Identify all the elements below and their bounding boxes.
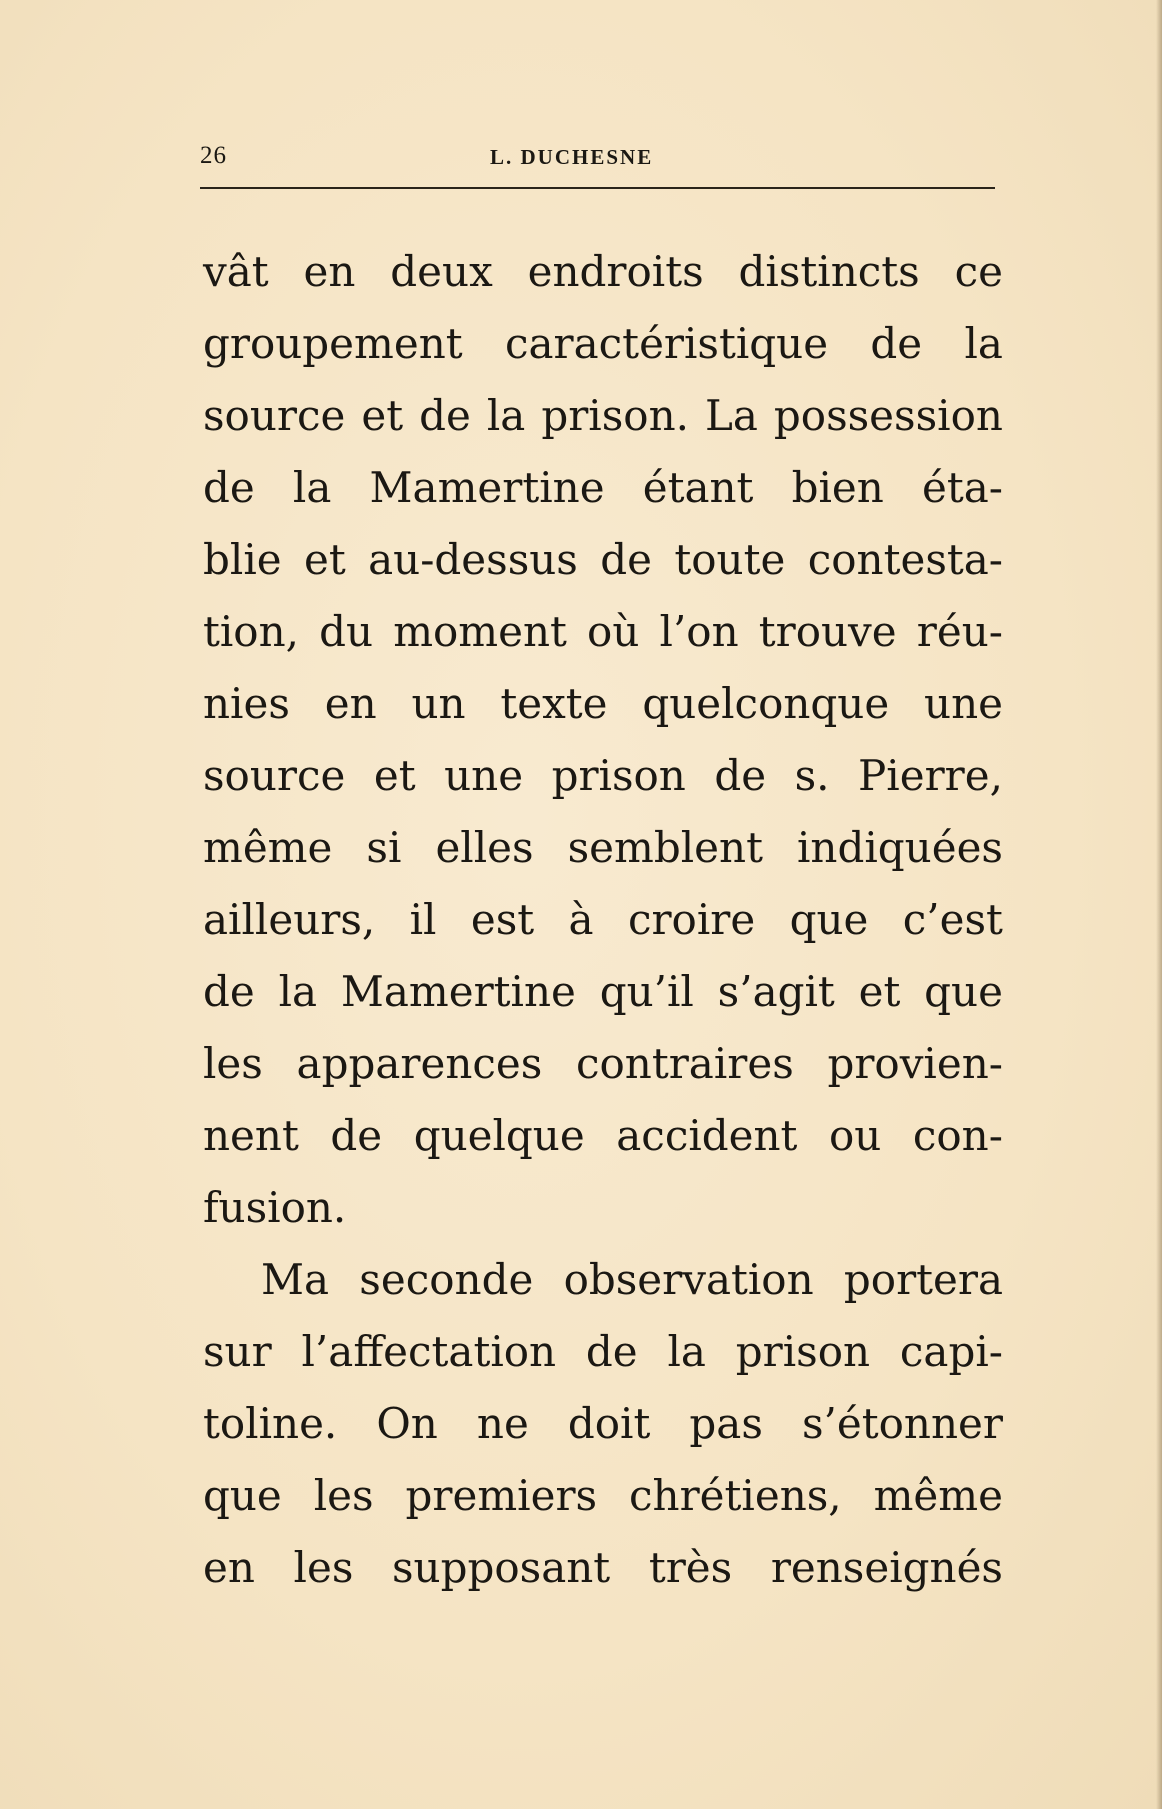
word: s. (794, 751, 830, 800)
page-number: 26 (200, 142, 227, 169)
word: même (203, 823, 333, 872)
word: fusion. (203, 1183, 347, 1232)
page-header (200, 142, 995, 178)
word: source (203, 391, 346, 440)
word: et (361, 391, 404, 440)
word: il (409, 895, 437, 944)
word: que (924, 967, 1003, 1016)
text-line (203, 596, 1003, 668)
word: caractéristique (504, 319, 829, 368)
word: nent (203, 1111, 299, 1160)
word: c’est (902, 895, 1003, 944)
word: quelque (413, 1111, 585, 1160)
word: texte (500, 679, 608, 728)
word: éta- (921, 463, 1003, 512)
text-line (203, 1100, 1003, 1172)
word: s’étonner (801, 1399, 1003, 1448)
word: prison. (541, 391, 689, 440)
word: groupement (203, 319, 463, 368)
word: elles (435, 823, 534, 872)
word: vât (203, 247, 269, 296)
word: en (203, 1543, 255, 1592)
word: en (303, 247, 356, 296)
text-line (203, 1244, 1003, 1316)
text-line (203, 812, 1003, 884)
word: un (411, 679, 466, 728)
text-line (203, 1028, 1003, 1100)
word: seconde (359, 1255, 534, 1304)
word: con- (912, 1111, 1003, 1160)
word: et (373, 751, 416, 800)
word: distincts (738, 247, 920, 296)
word: chrétiens, (629, 1471, 842, 1520)
text-line (203, 524, 1003, 596)
word: à (568, 895, 594, 944)
header-rule (200, 187, 995, 189)
word: Mamertine (340, 967, 576, 1016)
text-line (203, 308, 1003, 380)
word: supposant (392, 1543, 611, 1592)
word: où (587, 607, 640, 656)
word: est (470, 895, 535, 944)
text-line (203, 236, 1003, 308)
word: indiquées (796, 823, 1003, 872)
word: en (324, 679, 377, 728)
text-line (203, 380, 1003, 452)
word: les (293, 1543, 354, 1592)
text-line (203, 884, 1003, 956)
word: contesta- (807, 535, 1003, 584)
text-line (203, 452, 1003, 524)
word: que (203, 1471, 282, 1520)
text-line (203, 1316, 1003, 1388)
word: de (870, 319, 923, 368)
word: si (366, 823, 402, 872)
word: premiers (405, 1471, 598, 1520)
word: de (600, 535, 652, 584)
text-line (203, 1532, 1003, 1604)
word: étant (642, 463, 754, 512)
word: même (873, 1471, 1003, 1520)
word: de (585, 1327, 638, 1376)
word: quelconque (642, 679, 890, 728)
word: possession (773, 391, 1003, 440)
word: l’on (659, 607, 739, 656)
word: bien (791, 463, 884, 512)
word: de (419, 391, 471, 440)
word: une (924, 679, 1003, 728)
word: Mamertine (369, 463, 605, 512)
word: que (789, 895, 869, 944)
word: la (292, 463, 332, 512)
word: de (203, 967, 255, 1016)
body-text (203, 236, 1003, 1604)
word: ne (476, 1399, 529, 1448)
word: semblent (567, 823, 763, 872)
word: deux (390, 247, 493, 296)
word: prison (735, 1327, 871, 1376)
word: s’agit (717, 967, 835, 1016)
word: ce (954, 247, 1003, 296)
text-line (203, 740, 1003, 812)
word: toline. (203, 1399, 338, 1448)
word: contraires (575, 1039, 794, 1088)
word: tion, (203, 607, 299, 656)
word: renseignés (770, 1543, 1003, 1592)
word: les (313, 1471, 374, 1520)
word: Pierre, (858, 751, 1003, 800)
word: accident (616, 1111, 798, 1160)
word: ou (828, 1111, 882, 1160)
word: toute (674, 535, 786, 584)
text-line (203, 1388, 1003, 1460)
word: l’affectation (301, 1327, 557, 1376)
text-line (203, 956, 1003, 1028)
word: la (278, 967, 318, 1016)
word: de (330, 1111, 383, 1160)
word: La (704, 391, 758, 440)
word: moment (393, 607, 567, 656)
running-head: L. DUCHESNE (490, 145, 654, 169)
word: prison (551, 751, 686, 800)
word: et (858, 967, 901, 1016)
text-line (203, 1460, 1003, 1532)
word: de (714, 751, 767, 800)
word: source (203, 751, 346, 800)
word: qu’il (599, 967, 694, 1016)
word: blie (203, 535, 282, 584)
word: les (203, 1039, 263, 1088)
word: capi- (899, 1327, 1003, 1376)
word: nies (203, 679, 290, 728)
word: très (648, 1543, 733, 1592)
word: doit (567, 1399, 651, 1448)
word: de (203, 463, 255, 512)
word: et (304, 535, 346, 584)
word: réu- (916, 607, 1003, 656)
word: pas (689, 1399, 763, 1448)
word: observation (563, 1255, 814, 1304)
word: apparences (296, 1039, 543, 1088)
word: la (667, 1327, 706, 1376)
word: la (486, 391, 526, 440)
word: ailleurs, (203, 895, 376, 944)
page-edge-shadow (1156, 0, 1162, 1809)
word: la (964, 319, 1003, 368)
word: portera (843, 1255, 1003, 1304)
word: du (319, 607, 374, 656)
word: au-dessus (368, 535, 578, 584)
word: sur (203, 1327, 272, 1376)
text-line (203, 668, 1003, 740)
word: une (444, 751, 524, 800)
word: provien- (827, 1039, 1003, 1088)
word: endroits (527, 247, 704, 296)
word: croire (627, 895, 756, 944)
word: On (376, 1399, 438, 1448)
word: trouve (758, 607, 897, 656)
text-line (203, 1172, 1003, 1244)
word: Ma (261, 1255, 330, 1304)
